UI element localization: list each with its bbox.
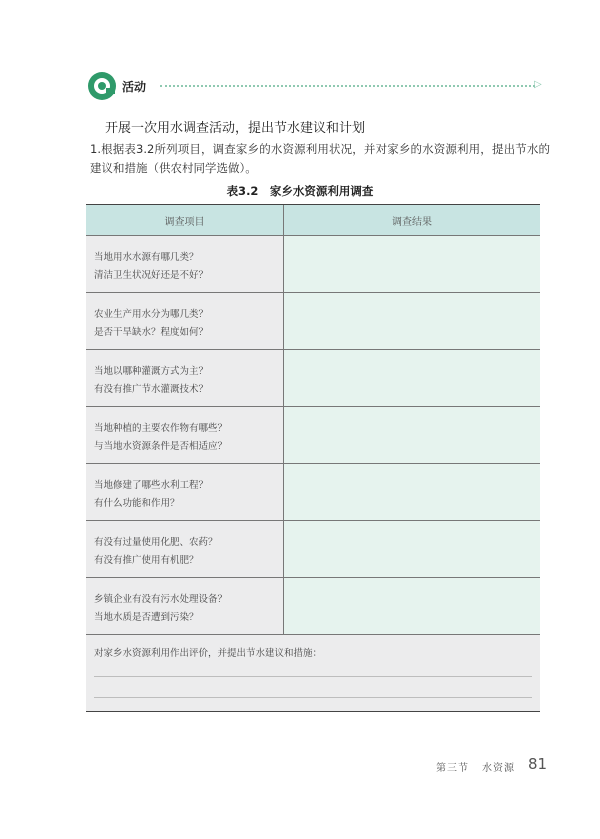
survey-question-line: 农业生产用水分为哪几类？ <box>94 309 209 320</box>
survey-question-line: 当地水质是否遭到污染？ <box>94 612 199 623</box>
survey-question-line: 乡镇企业有没有污水处理设备？ <box>94 594 228 605</box>
activity-label: 活动 <box>122 80 147 94</box>
survey-question-cell <box>86 293 284 349</box>
evaluation-comment-area[interactable] <box>86 635 540 711</box>
footer-section-label: 第三节 <box>436 763 469 774</box>
footer-topic-label: 水资源 <box>482 763 515 774</box>
survey-question-line: 当地修建了哪些水利工程？ <box>94 480 209 491</box>
table-row <box>86 293 540 350</box>
writing-line <box>94 697 532 698</box>
survey-table <box>86 204 540 712</box>
survey-result-cell[interactable] <box>284 293 540 349</box>
survey-result-cell[interactable] <box>284 521 540 577</box>
survey-result-cell[interactable] <box>284 578 540 634</box>
column-header-result: 调查结果 <box>392 216 432 228</box>
table-caption: 表3.2 家乡水资源利用调查 <box>226 184 374 198</box>
survey-question-cell <box>86 521 284 577</box>
survey-question-line: 清洁卫生状况好还是不好？ <box>94 270 209 281</box>
survey-question-line: 有没有过量使用化肥、农药？ <box>94 537 218 548</box>
survey-result-cell[interactable] <box>284 236 540 292</box>
table-row <box>86 236 540 293</box>
evaluation-prompt: 对家乡水资源利用作出评价，并提出节水建议和措施： <box>94 648 323 659</box>
survey-result-cell[interactable] <box>284 464 540 520</box>
arrow-right-icon: ▷ <box>534 79 542 90</box>
survey-question-line: 有没有推广节水灌溉技术？ <box>94 384 209 395</box>
survey-question-line: 当地种植的主要农作物有哪些？ <box>94 423 228 434</box>
table-row <box>86 464 540 521</box>
table-row <box>86 407 540 464</box>
survey-question-line: 有没有推广使用有机肥？ <box>94 555 199 566</box>
survey-question-cell <box>86 578 284 634</box>
instruction-text: 1.根据表3.2所列项目，调查家乡的水资源利用状况，并对家乡的水资源利用，提出节水的建议和措施（供农村同学选做）。 <box>90 142 550 175</box>
survey-question-cell <box>86 236 284 292</box>
survey-question-cell <box>86 464 284 520</box>
writing-line <box>94 676 532 677</box>
table-header-row <box>86 205 540 236</box>
survey-result-cell[interactable] <box>284 350 540 406</box>
survey-question-cell <box>86 407 284 463</box>
table-row <box>86 350 540 407</box>
survey-result-cell[interactable] <box>284 407 540 463</box>
survey-question-line: 当地以哪种灌溉方式为主？ <box>94 366 209 377</box>
table-row <box>86 578 540 635</box>
survey-question-cell <box>86 350 284 406</box>
activity-heading: 开展一次用水调查活动，提出节水建议和计划 <box>105 121 366 136</box>
table-row <box>86 521 540 578</box>
survey-question-line: 当地用水水源有哪几类？ <box>94 252 199 263</box>
survey-question-line: 与当地水资源条件是否相适应？ <box>94 441 228 452</box>
survey-question-line: 是否干旱缺水？程度如何？ <box>94 327 209 338</box>
activity-icon <box>88 72 116 100</box>
column-header-item: 调查项目 <box>86 205 284 235</box>
survey-question-line: 有什么功能和作用？ <box>94 498 180 509</box>
page-number: 81 <box>528 755 548 773</box>
activity-divider <box>160 85 535 87</box>
